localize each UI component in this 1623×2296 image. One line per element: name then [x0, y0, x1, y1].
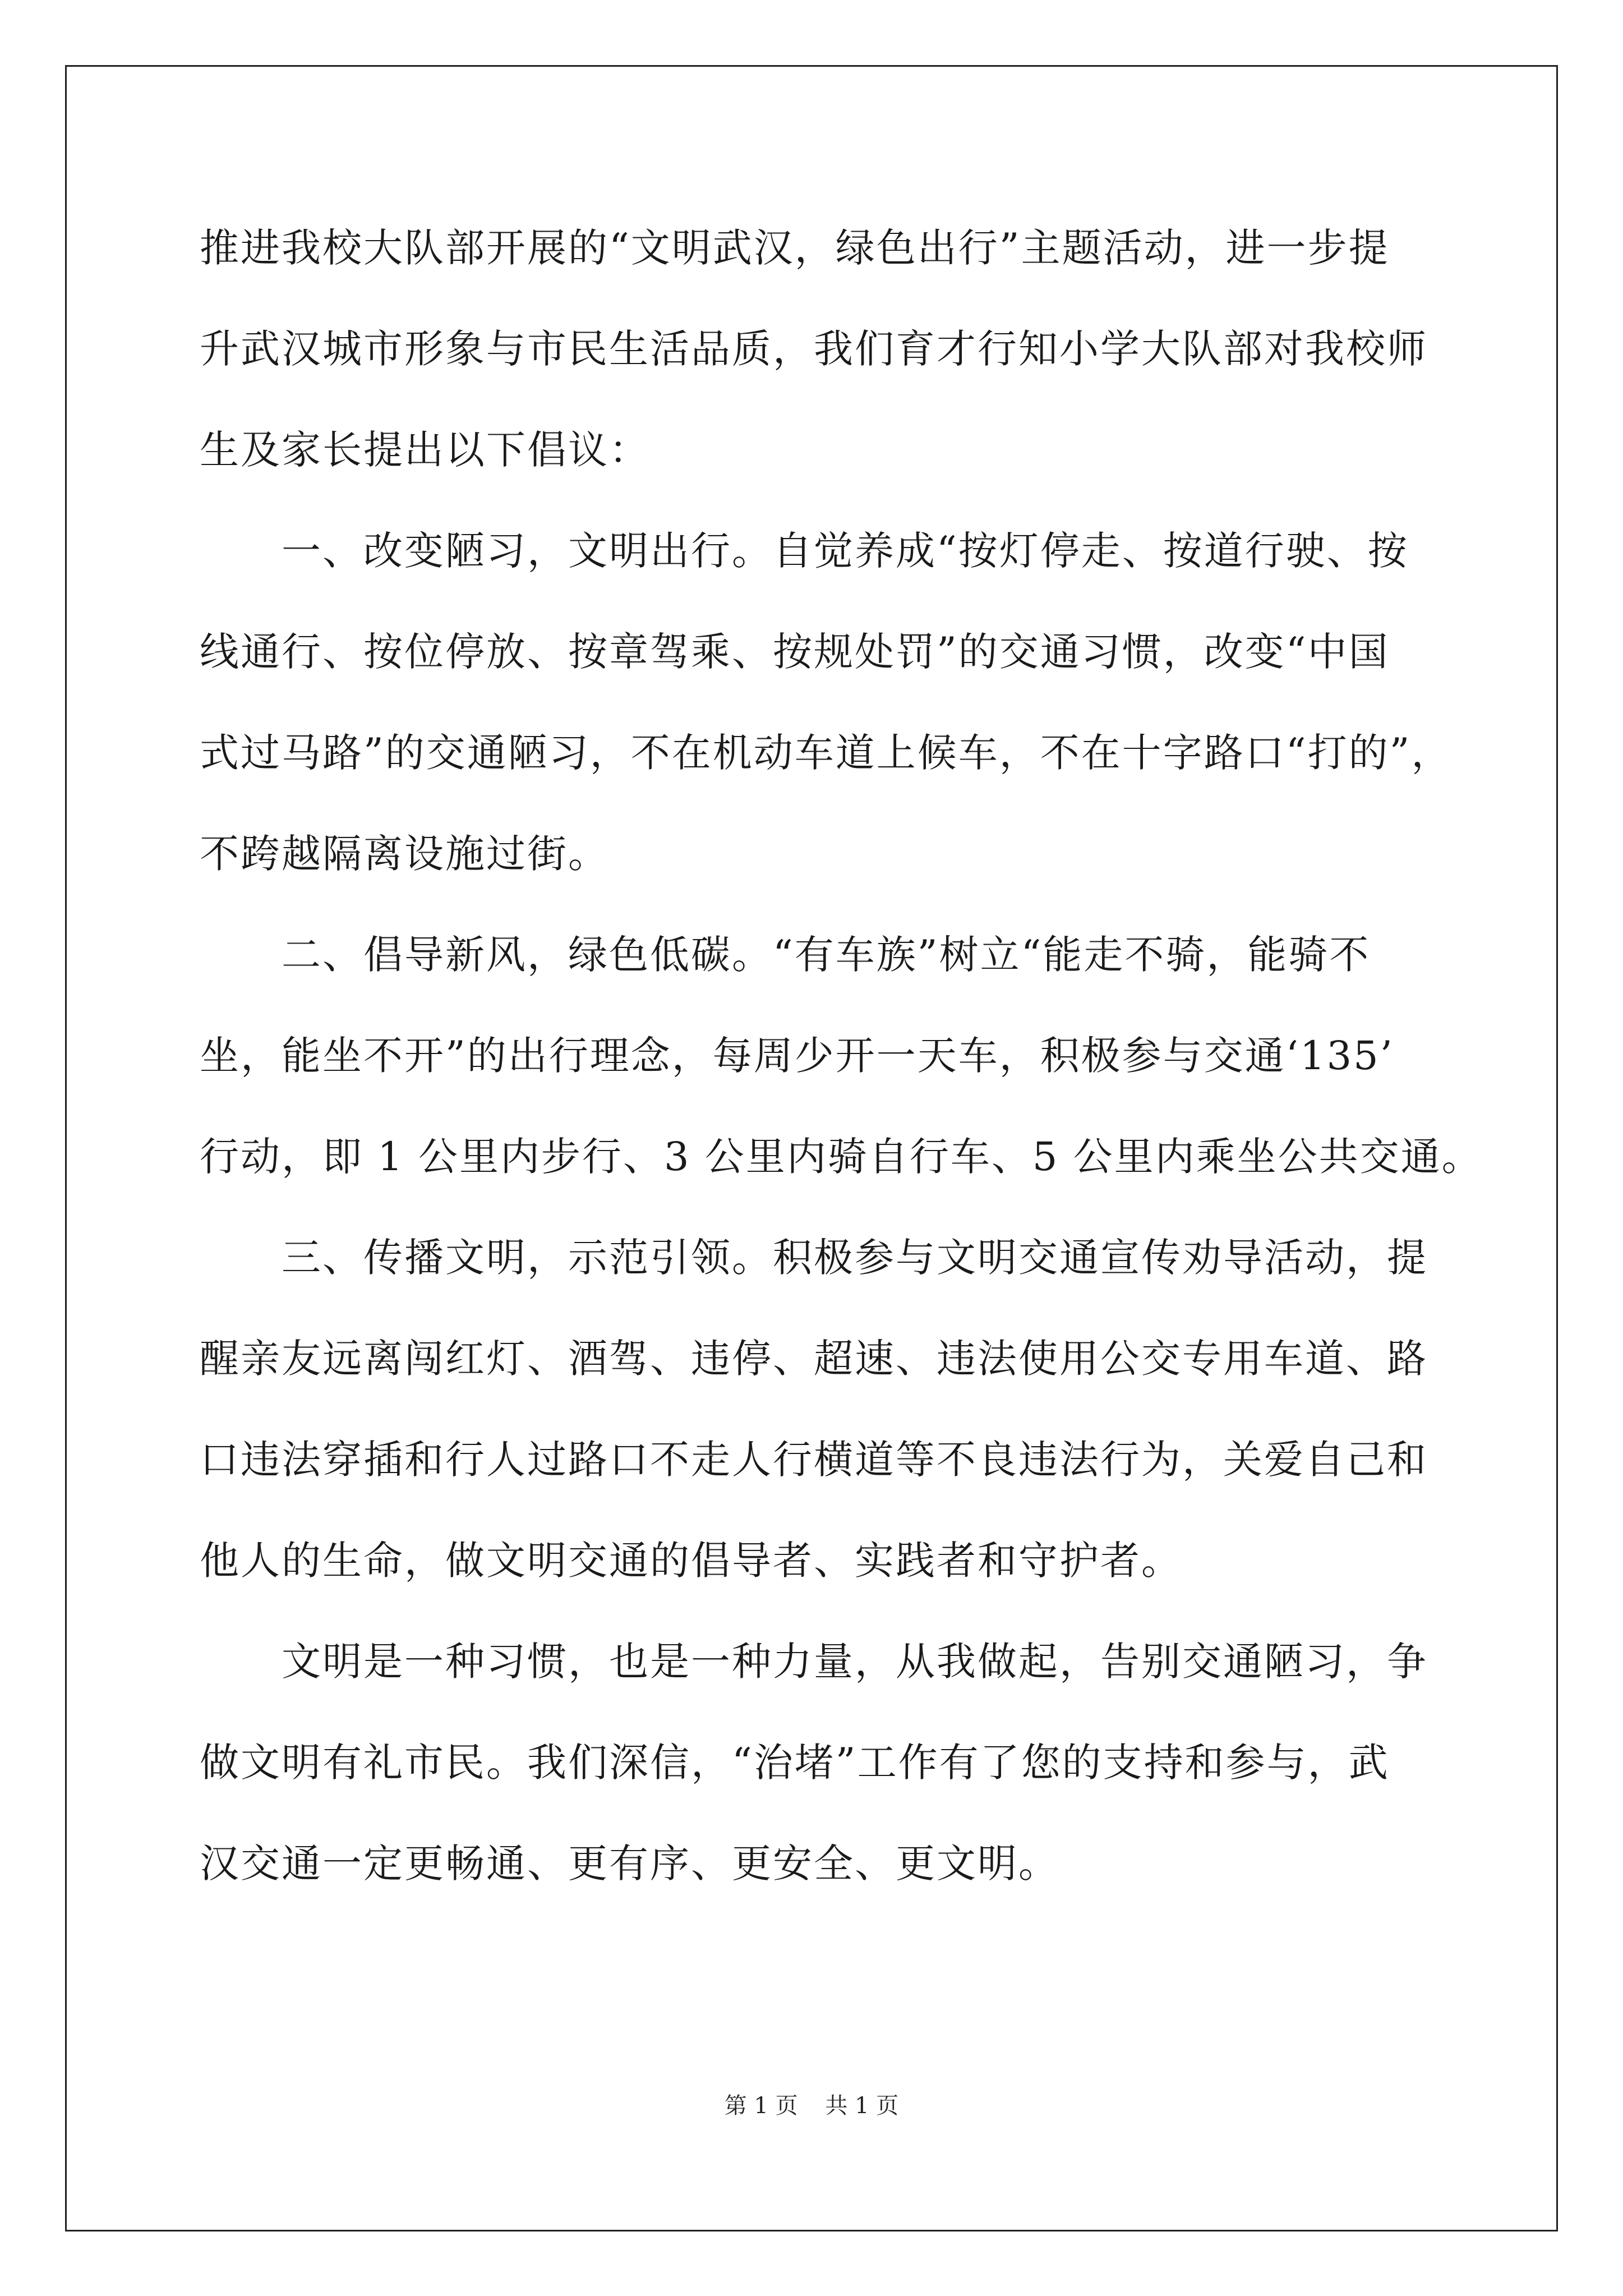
text-line: 线通行、按位停放、按章驾乘、按规处罚”的交通习惯，改变“中国 [200, 629, 1390, 675]
text-line: 他人的生命，做文明交通的倡导者、实践者和守护者。 [200, 1538, 1182, 1584]
text-line: 生及家长提出以下倡议： [200, 427, 650, 473]
text-line: 不跨越隔离设施过街。 [200, 831, 609, 877]
text-line: 醒亲友远离闯红灯、酒驾、违停、超速、违法使用公交专用车道、路 [200, 1336, 1428, 1382]
text-line: 做文明有礼市民。我们深信，“治堵”工作有了您的支持和参与，武 [200, 1740, 1390, 1786]
page-number: 第 1 页 [724, 2093, 798, 2119]
text-line: 一、改变陋习，文明出行。自觉养成“按灯停走、按道行驶、按 [200, 528, 1409, 574]
text-line: 式过马路”的交通陋习，不在机动车道上候车，不在十字路口“打的”， [200, 730, 1453, 776]
text-line: 行动，即 1 公里内步行、3 公里内骑自行车、5 公里内乘坐公共交通。 [200, 1134, 1483, 1180]
page-total: 共 1 页 [825, 2093, 899, 2119]
text-line: 推进我校大队部开展的“文明武汉，绿色出行”主题活动，进一步提 [200, 225, 1390, 271]
text-line: 二、倡导新风，绿色低碳。“有车族”树立“能走不骑，能骑不 [200, 932, 1371, 978]
text-line: 汉交通一定更畅通、更有序、更安全、更文明。 [200, 1841, 1059, 1887]
text-line: 文明是一种习惯，也是一种力量，从我做起，告别交通陋习，争 [200, 1639, 1428, 1685]
text-line: 坐，能坐不开”的出行理念，每周少开一天车，积极参与交通‘135’ [200, 1033, 1394, 1079]
text-line: 升武汉城市形象与市民生活品质，我们育才行知小学大队部对我校师 [200, 326, 1428, 372]
page-footer [0, 2089, 1623, 2123]
text-line: 三、传播文明，示范引领。积极参与文明交通宣传劝导活动，提 [200, 1235, 1428, 1281]
text-line: 口违法穿插和行人过路口不走人行横道等不良违法行为，关爱自己和 [200, 1437, 1428, 1483]
